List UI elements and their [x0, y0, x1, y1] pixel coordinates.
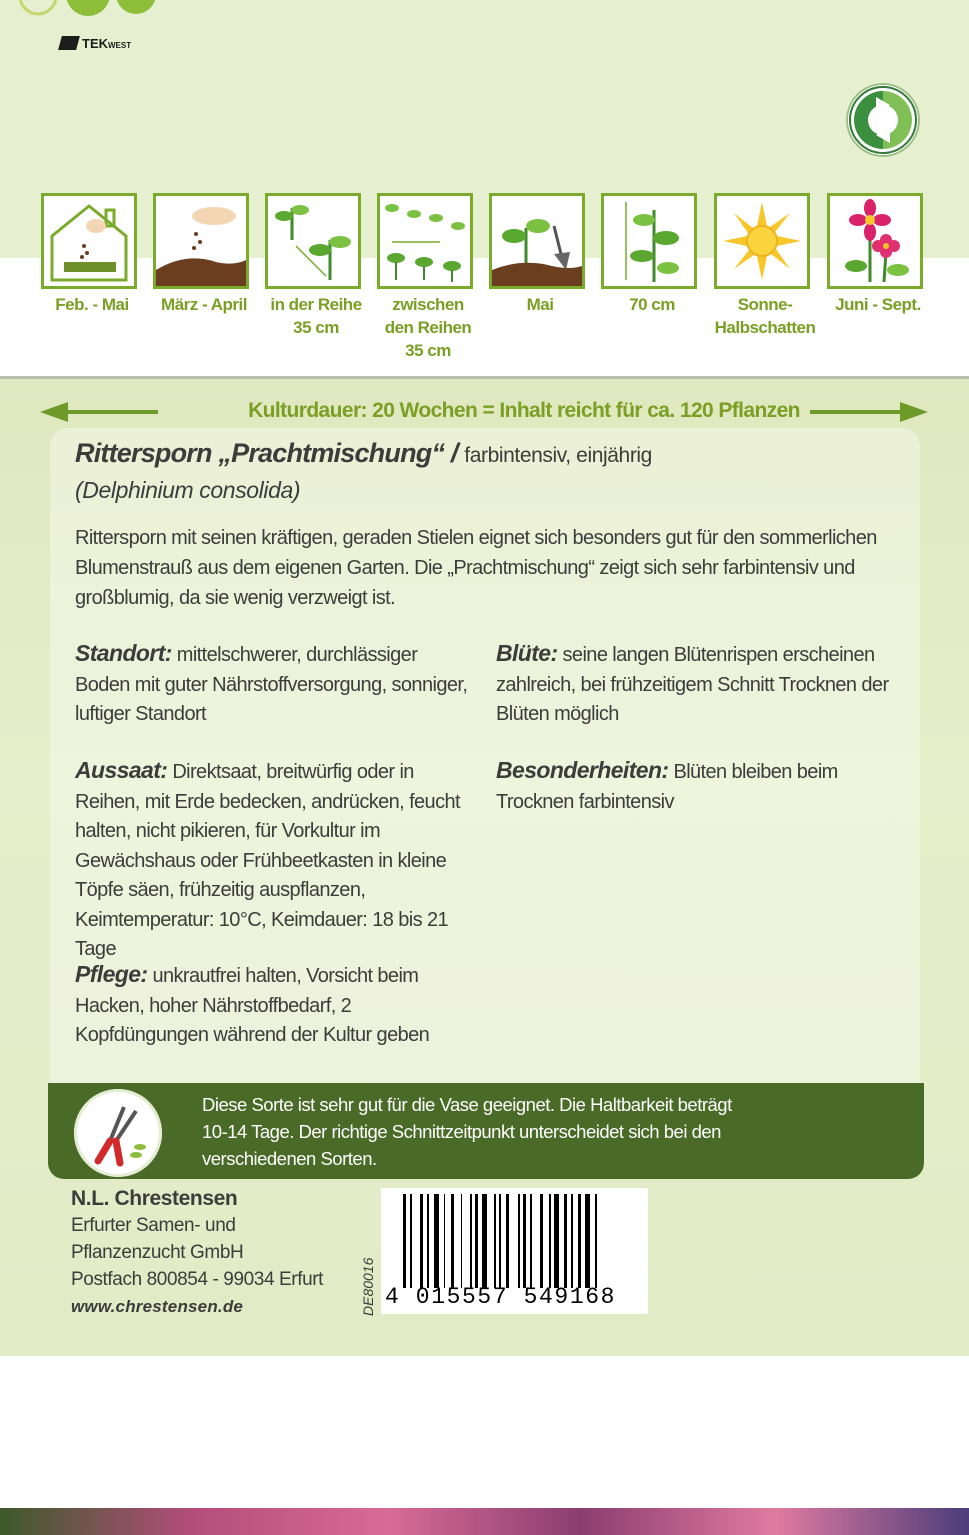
company-line1: Erfurter Samen- und — [71, 1215, 236, 1236]
barcode-bar — [530, 1194, 532, 1288]
barcode-bar — [595, 1194, 597, 1288]
barcode-bar — [427, 1194, 429, 1288]
plant-height-icon — [601, 193, 697, 289]
barcode-bar — [578, 1194, 581, 1288]
product-tagline: farbintensiv, einjährig — [464, 444, 652, 467]
barcode-bar — [554, 1194, 559, 1288]
tekwest-prefix: TEK — [82, 36, 108, 51]
barcode-bar — [434, 1194, 439, 1288]
flower-icon — [827, 193, 923, 289]
icon-cell-sowing-outdoor — [153, 193, 255, 316]
barcode-bar — [444, 1194, 446, 1288]
arrow-line-left — [66, 410, 158, 414]
company-url[interactable]: www.chrestensen.de — [71, 1297, 244, 1316]
arrow-right-icon — [900, 402, 928, 422]
icon-label-sowing-outdoor: März - April — [161, 295, 247, 314]
scissors-icon — [74, 1089, 162, 1177]
arrow-line-right — [810, 410, 902, 414]
section-aussaat-head: Aussaat: — [75, 757, 168, 783]
icon-label-planting: Mai — [526, 295, 554, 314]
culture-duration-row — [40, 398, 928, 426]
section-standort-head: Standort: — [75, 640, 172, 666]
icon-label-sun: Sonne- Halbschatten — [714, 295, 816, 337]
icon-label-sowing-indoor: Feb. - Mai — [55, 295, 129, 314]
section-aussaat — [75, 756, 480, 965]
section-standort-text: mittelschwerer, durchlässiger Boden mit guter Nährstoffversorgung, sonniger, luftiger Standort — [75, 644, 468, 725]
icon-cell-planting — [489, 193, 591, 316]
icon-cell-sowing-indoor — [41, 193, 143, 316]
brand-logo-circles — [18, 0, 158, 22]
barcode-bar — [506, 1194, 509, 1288]
product-intro: Rittersporn mit seinen kräftigen, geraden Stielen eignet sich besonders gut für den sommerlichen Blumenstrauß aus dem eigenen Garten. Die „Prachtmischung“ zeigt sich sehr farbintensiv und großblumig, da sie wenig verzweigt ist. — [75, 527, 877, 609]
section-besonderheiten-head: Besonderheiten: — [496, 757, 669, 783]
house-sowing-icon — [41, 193, 137, 289]
section-pflege — [75, 960, 485, 1051]
icon-cell-row-spacing — [265, 193, 367, 339]
barcode-bar — [451, 1194, 454, 1288]
company-address: Postfach 800854 - 99034 Erfurt — [71, 1269, 324, 1290]
product-code: DE80016 — [360, 1257, 376, 1316]
between-rows-spacing-icon — [377, 193, 473, 289]
arrow-left-icon — [40, 402, 68, 422]
company-info — [71, 1185, 323, 1320]
section-pflege-head: Pflege: — [75, 961, 148, 987]
tekwest-logo — [60, 36, 131, 51]
barcode-bar — [523, 1194, 526, 1288]
section-bluete-head: Blüte: — [496, 640, 558, 666]
barcode-bar — [461, 1194, 463, 1288]
icon-label-row-spacing: in der Reihe 35 cm — [270, 295, 362, 337]
section-besonderheiten-text: Blüten bleiben beim Trocknen farbintensiv — [496, 761, 838, 813]
icon-cell-sun — [714, 193, 816, 339]
barcode-bar — [549, 1194, 551, 1288]
product-title — [75, 438, 652, 469]
barcode-bar — [585, 1194, 590, 1288]
icon-label-height: 70 cm — [629, 295, 675, 314]
barcode-bar — [564, 1194, 567, 1288]
barcode-bar — [420, 1194, 423, 1288]
barcode-bar — [410, 1194, 412, 1288]
bottom-flower-strip — [0, 1508, 969, 1535]
product-name: Rittersporn „Prachtmischung“ / — [75, 438, 458, 468]
culture-duration-text: Kulturdauer: 20 Wochen = Inhalt reicht für ca. 120 Pflanzen — [248, 399, 800, 422]
barcode-bar — [470, 1194, 472, 1288]
barcode-bar — [571, 1194, 573, 1288]
section-standort — [75, 639, 470, 730]
icon-label-between-rows: zwischen den Reihen 35 cm — [384, 295, 472, 360]
sun-icon — [714, 193, 810, 289]
section-besonderheiten — [496, 756, 876, 817]
tekwest-mark-icon — [58, 36, 80, 50]
product-latin-name: (Delphinium consolida) — [75, 477, 301, 503]
barcode-bar — [482, 1194, 487, 1288]
barcode — [381, 1188, 648, 1314]
company-line2: Pflanzenzucht GmbH — [71, 1242, 244, 1263]
section-bluete-text: seine langen Blütenrispen erscheinen zahlreich, bei frühzeitigem Schnitt Trocknen der Blüten möglich — [496, 644, 889, 725]
barcode-digits: 4 015557 549168 — [385, 1284, 617, 1310]
company-name: N.L. Chrestensen — [71, 1187, 238, 1210]
icon-cell-height — [601, 193, 703, 316]
hand-sowing-soil-icon — [153, 193, 249, 289]
barcode-bar — [518, 1194, 520, 1288]
barcode-bar — [499, 1194, 501, 1288]
barcode-bar — [403, 1194, 406, 1288]
section-aussaat-text: Direktsaat, breitwürfig oder in Reihen, mit Erde bedecken, andrücken, feucht halten, nicht pikieren, für Vorkultur im Gewächshaus oder Frühbeetkasten in kleine Töpfe säen, frühzeitig auspflanzen, Keimtemperatur: 10°C, Keimdauer: 18 bis 21 Tage — [75, 761, 460, 960]
cultivation-icons-row — [41, 193, 931, 360]
barcode-bar — [494, 1194, 496, 1288]
icon-label-bloom: Juni - Sept. — [835, 295, 921, 314]
vase-note-text: Diese Sorte ist sehr gut für die Vase geeignet. Die Haltbarkeit beträgt 10-14 Tage. Der richtige Schnittzeitpunkt unterscheidet sich bei den verschiedenen Sorten. — [202, 1094, 732, 1169]
barcode-bar — [475, 1194, 478, 1288]
green-dot-recycling-icon — [846, 83, 920, 157]
icon-cell-between-rows — [377, 193, 479, 362]
barcode-bars — [403, 1194, 629, 1288]
section-bluete — [496, 639, 896, 730]
icon-cell-bloom — [827, 193, 929, 316]
section-pflege-text: unkrautfrei halten, Vorsicht beim Hacken, hoher Nährstoffbedarf, 2 Kopfdüngungen während der Kultur geben — [75, 965, 430, 1046]
barcode-bar — [540, 1194, 543, 1288]
tekwest-suffix: WEST — [108, 41, 132, 50]
row-spacing-icon — [265, 193, 361, 289]
planting-shovel-icon — [489, 193, 585, 289]
